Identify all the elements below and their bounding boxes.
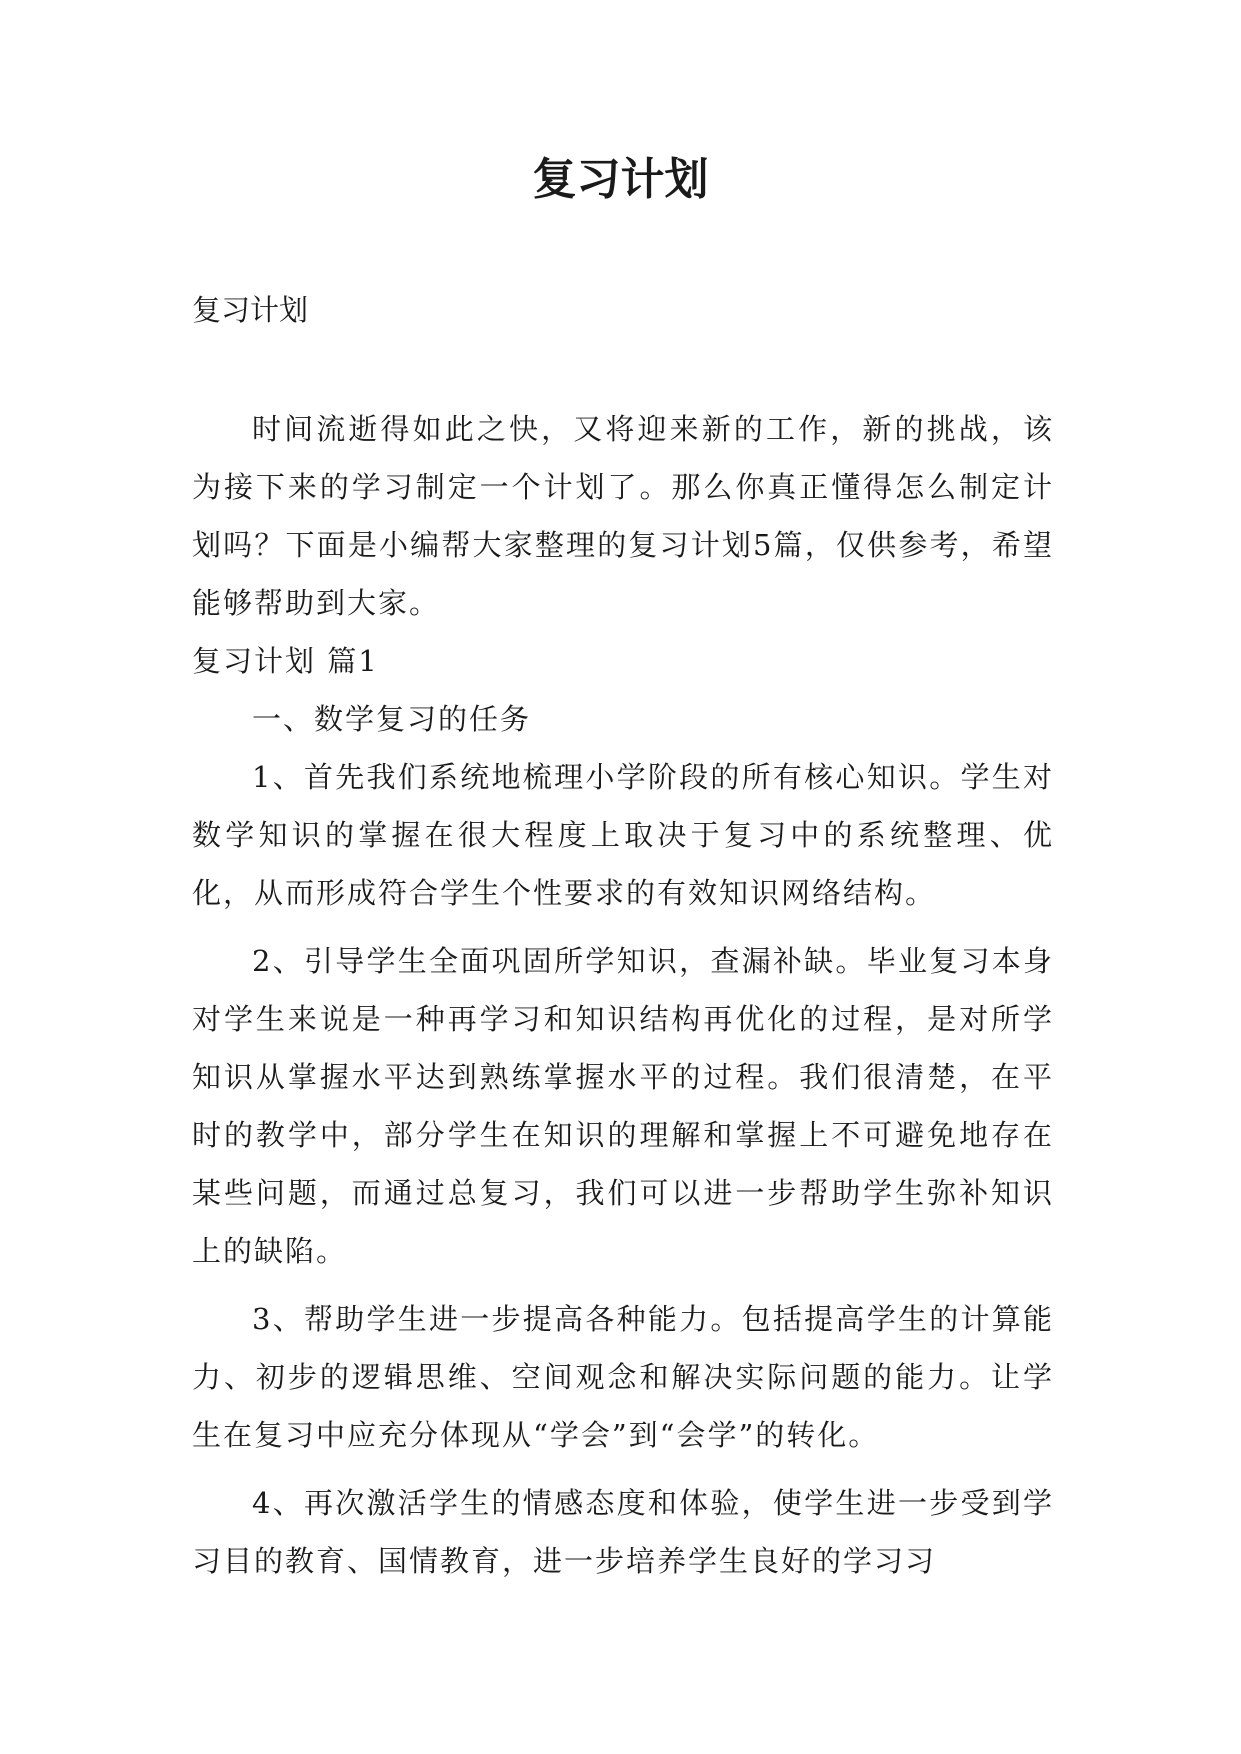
subsection-heading: 一、数学复习的任务 <box>252 702 532 736</box>
body-paragraph: 4、再次激活学生的情感态度和体验，使学生进一步受到学习目的教育、国情教育，进一步培养学生良好的学习习 <box>192 1486 1054 1578</box>
document-title: 复习计划 <box>532 154 709 205</box>
body-paragraph: 2、引导学生全面巩固所学知识，查漏补缺。毕业复习本身对学生来说是一种再学习和知识结构再优化的过程，是对所学知识从掌握水平达到熟练掌握水平的过程。我们很清楚，在平时的教学中，部分学生在知识的理解和掌握上不可避免地存在某些问题，而通过总复习，我们可以进一步帮助学生弥补知识上的缺陷。 <box>192 944 1054 1268</box>
intro-paragraph: 时间流逝得如此之快，又将迎来新的工作，新的挑战，该为接下来的学习制定一个计划了。那么你真正懂得怎么制定计划吗？下面是小编帮大家整理的复习计划5篇，仅供参考，希望能够帮助到大家。 <box>192 412 1054 620</box>
document-body <box>192 400 1054 1590</box>
body-paragraph: 3、帮助学生进一步提高各种能力。包括提高学生的计算能力、初步的逻辑思维、空间观念和解决实际问题的能力。让学生在复习中应充分体现从“学会”到“会学”的转化。 <box>192 1302 1054 1452</box>
document-subtitle: 复习计划 <box>192 293 309 327</box>
section-heading: 复习计划 篇1 <box>192 644 379 678</box>
body-paragraph: 1、首先我们系统地梳理小学阶段的所有核心知识。学生对数学知识的掌握在很大程度上取决于复习中的系统整理、优化，从而形成符合学生个性要求的有效知识网络结构。 <box>192 760 1054 910</box>
